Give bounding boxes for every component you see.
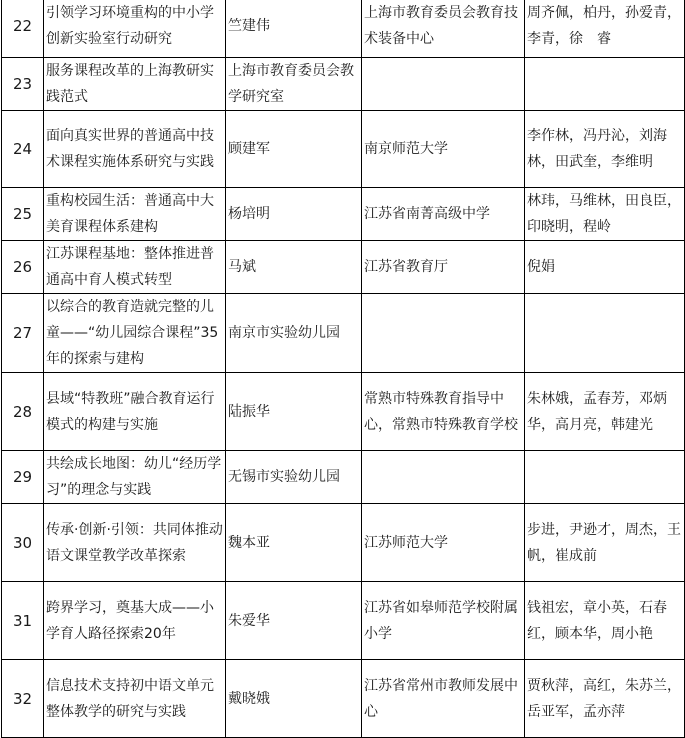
organization: 江苏省南菁高级中学: [362, 188, 525, 241]
project-title: 服务课程改革的上海教研实践范式: [44, 58, 226, 111]
members: 钱祖宏，章小英，石春红，顾本华，周小艳: [525, 582, 685, 660]
organization: 常熟市特殊教育指导中心，常熟市特殊教育学校: [362, 373, 525, 451]
project-title: 跨界学习，奠基大成——小学育人路径探索20年: [44, 582, 226, 660]
project-title: 重构校园生活：普通高中大美育课程体系建构: [44, 188, 226, 241]
table-row: [2, 0, 685, 58]
members: 步进，尹逊才，周杰，王帆，崔成前: [525, 504, 685, 582]
organization: 江苏省常州市教师发展中心: [362, 660, 525, 738]
table-row: [2, 111, 685, 188]
project-leader: 南京市实验幼儿园: [226, 294, 362, 373]
organization: 江苏省教育厅: [362, 241, 525, 294]
table-row: [2, 373, 685, 451]
table-row: [2, 188, 685, 241]
organization: 江苏师范大学: [362, 504, 525, 582]
organization: [362, 451, 525, 504]
members: 倪娟: [525, 241, 685, 294]
project-leader: 顾建军: [226, 111, 362, 188]
members: 李作林，冯丹沁，刘海林，田武奎，李维明: [525, 111, 685, 188]
table-row: [2, 294, 685, 373]
table-row: [2, 504, 685, 582]
members: 朱林娥，孟春芳，邓炳华，高月亮，韩建光: [525, 373, 685, 451]
row-number: 31: [2, 582, 44, 660]
table-row: [2, 582, 685, 660]
project-leader: 无锡市实验幼儿园: [226, 451, 362, 504]
achievement-table: [1, 0, 685, 738]
project-leader: 杨培明: [226, 188, 362, 241]
row-number: 30: [2, 504, 44, 582]
project-title: 共绘成长地图：幼儿“经历学习”的理念与实践: [44, 451, 226, 504]
project-leader: 魏本亚: [226, 504, 362, 582]
members: 周齐佩，柏丹，孙爱青，李青，徐 睿: [525, 0, 685, 58]
project-title: 面向真实世界的普通高中技术课程实施体系研究与实践: [44, 111, 226, 188]
row-number: 23: [2, 58, 44, 111]
project-leader: 上海市教育委员会教学研究室: [226, 58, 362, 111]
members: [525, 58, 685, 111]
project-leader: 戴晓娥: [226, 660, 362, 738]
project-leader: 马斌: [226, 241, 362, 294]
organization: 南京师范大学: [362, 111, 525, 188]
table-row: [2, 241, 685, 294]
members: 林玮，马维林，田良臣，印晓明，程岭: [525, 188, 685, 241]
members: [525, 451, 685, 504]
row-number: 24: [2, 111, 44, 188]
row-number: 25: [2, 188, 44, 241]
project-title: 江苏课程基地：整体推进普通高中育人模式转型: [44, 241, 226, 294]
table-row: [2, 660, 685, 738]
row-number: 26: [2, 241, 44, 294]
project-leader: 陆振华: [226, 373, 362, 451]
members: 贾秋萍，高红，朱苏兰，岳亚军，孟亦萍: [525, 660, 685, 738]
organization: 江苏省如皋师范学校附属小学: [362, 582, 525, 660]
row-number: 22: [2, 0, 44, 58]
table-row: [2, 58, 685, 111]
project-title: 引领学习环境重构的中小学创新实验室行动研究: [44, 0, 226, 58]
project-title: 信息技术支持初中语文单元整体教学的研究与实践: [44, 660, 226, 738]
organization: [362, 294, 525, 373]
project-title: 县域“特教班”融合教育运行模式的构建与实施: [44, 373, 226, 451]
project-title: 以综合的教育造就完整的儿童——“幼儿园综合课程”35年的探索与建构: [44, 294, 226, 373]
row-number: 28: [2, 373, 44, 451]
row-number: 32: [2, 660, 44, 738]
project-title: 传承·创新·引领：共同体推动语文课堂教学改革探索: [44, 504, 226, 582]
members: [525, 294, 685, 373]
organization: [362, 58, 525, 111]
row-number: 27: [2, 294, 44, 373]
row-number: 29: [2, 451, 44, 504]
project-leader: 朱爱华: [226, 582, 362, 660]
project-leader: 竺建伟: [226, 0, 362, 58]
organization: 上海市教育委员会教育技术装备中心: [362, 0, 525, 58]
table-row: [2, 451, 685, 504]
